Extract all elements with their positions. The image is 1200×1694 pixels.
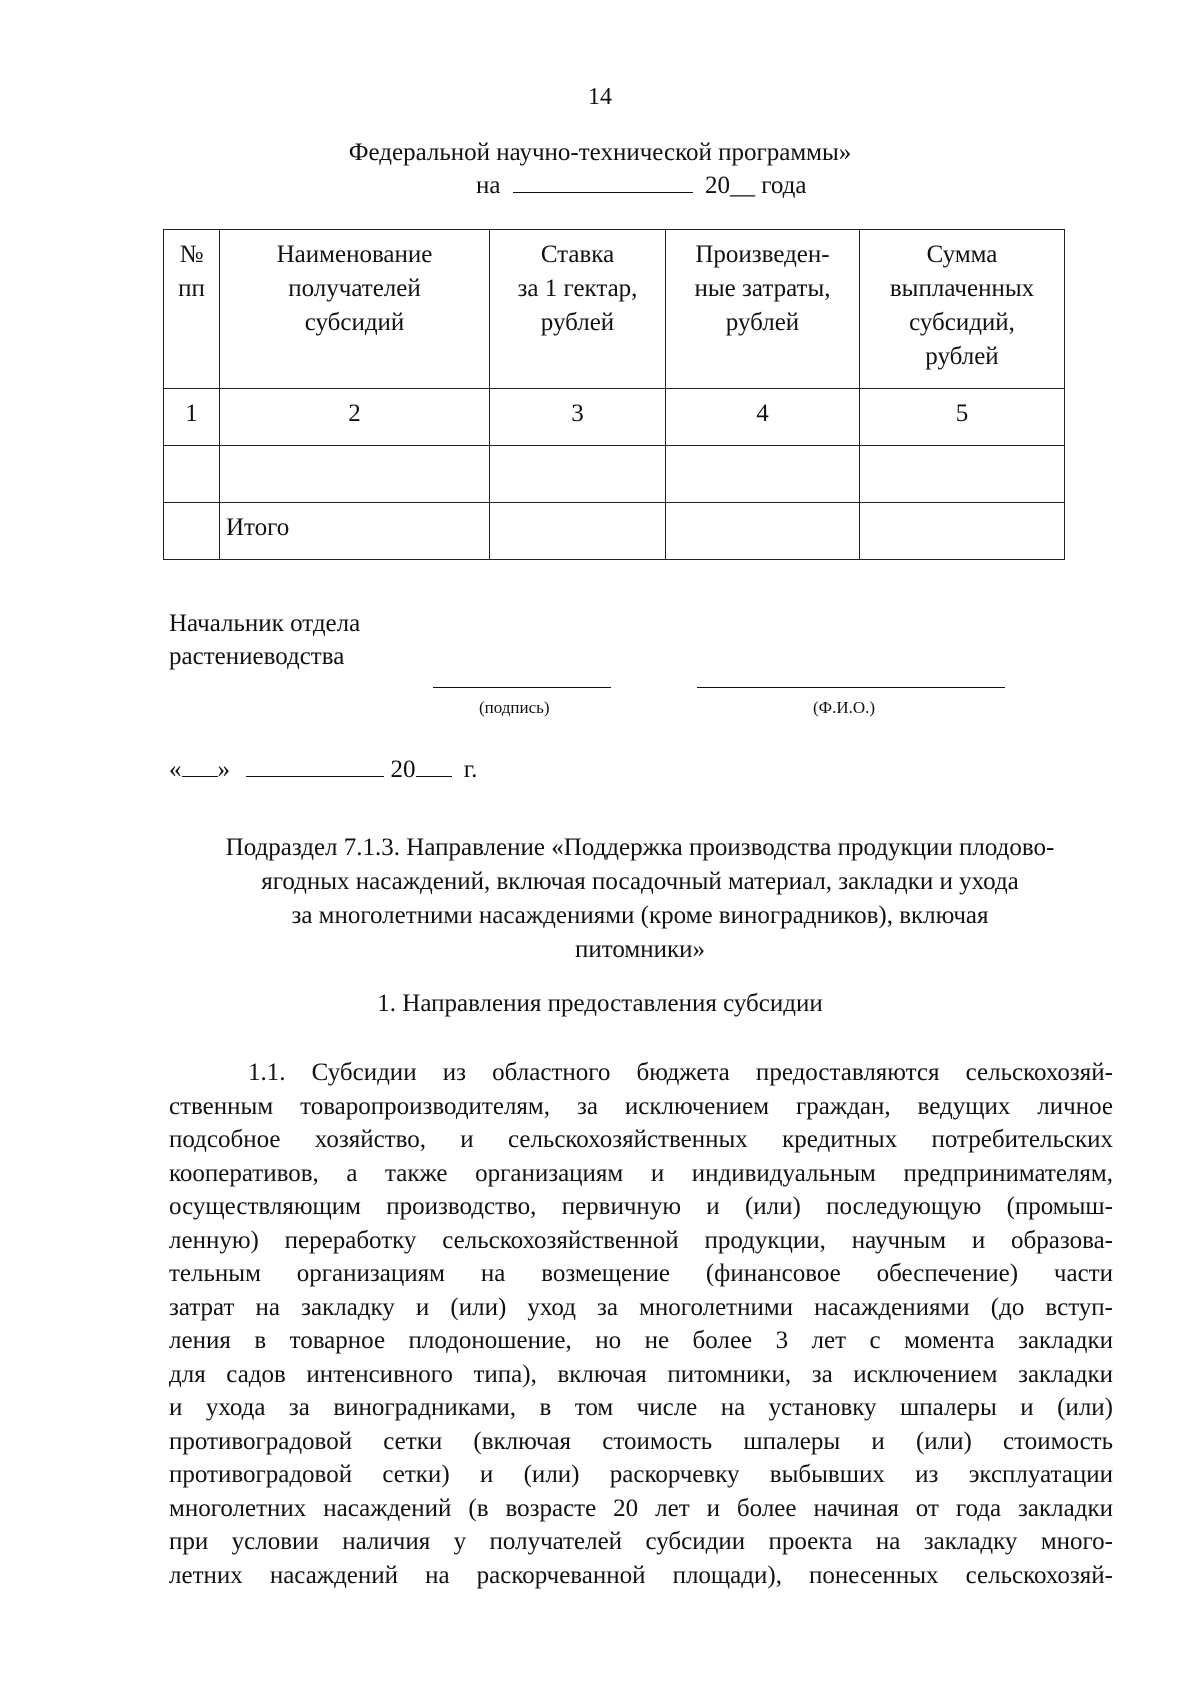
- header-blank: [513, 191, 693, 193]
- table-header-row: [164, 230, 1065, 389]
- name-line: [697, 686, 1005, 688]
- table-row-empty: [164, 446, 1065, 503]
- column-number-cell: 1: [164, 389, 220, 446]
- signature-caption: (подпись): [479, 698, 550, 717]
- header-cell-number: № пп: [164, 230, 220, 389]
- name-caption: (Ф.И.О.): [813, 698, 876, 717]
- header-cell-rate: Ставка за 1 гектар, рублей: [490, 230, 666, 389]
- header-line-1: Федеральной научно-технической программы»: [348, 139, 852, 166]
- total-label: Итого: [220, 503, 490, 560]
- column-number-cell: 5: [860, 389, 1065, 446]
- column-number-cell: 4: [666, 389, 860, 446]
- signature-position-line-1: Начальник отдела: [169, 610, 361, 637]
- column-number-cell: 2: [220, 389, 490, 446]
- header-cell-sum: Сумма выплаченных субсидий, рублей: [860, 230, 1065, 389]
- signature-line: [433, 686, 611, 688]
- header-line-2: [476, 172, 806, 200]
- signature-position-line-2: растениеводства: [169, 643, 345, 670]
- date-line: « » 20 г.: [169, 756, 478, 783]
- table-row-column-numbers: [164, 389, 1065, 446]
- header-cell-costs: Произведен- ные затраты, рублей: [666, 230, 860, 389]
- body-paragraph: 1.1. Субсидии из областного бюджета предоставляются сельскохозяй- ственным товаропроизводителям, за исключением граждан, ведущих личное подсобное хозяйство, и сельскохозяйственных кредитных потребительских кооперативов, а также организациям и индивидуальным предпринимателям, осуществляющим производство, первичную и (или) последующую (промыш- ленную) переработку сельскохозяйственной продукции, научным и образова- тельным организациям на возмещение (финансовое обеспечение) части затрат на закладку и (или) уход за многолетними насаждениями (до вступ- ления в товарное плодоношение, но не более 3 лет с момента закладки для садов интенсивного типа), включая питомники, за исключением закладки и ухода за виноградниками, в том числе на установку шпалеры и (или) противоградовой сетки (включая стоимость шпалеры и (или) стоимость противоградовой сетки) и (или) раскорчевку выбывших из эксплуатации многолетних насаждений (в возрасте 20 лет и более начиная от года закладки при условии наличия у получателей субсидии проекта на закладку много- летних насаждений на раскорчеванной площади), понесенных сельскохозяй-: [169, 1059, 1113, 1589]
- subsection-title: Подраздел 7.1.3. Направление «Поддержка производства продукции плодово- ягодных насаждений, включая посадочный материал, закладки и ухода за многолетними насаждениями (кроме виноградников), включая питомники»: [225, 834, 1055, 963]
- header-prefix: на: [476, 172, 501, 199]
- section-heading: 1. Направления предоставления субсидии: [377, 990, 823, 1017]
- page-number: 14: [588, 84, 612, 110]
- subsidy-table: [163, 229, 1065, 560]
- column-number-cell: 3: [490, 389, 666, 446]
- header-cell-recipients: Наименование получателей субсидий: [220, 230, 490, 389]
- table-row-total: [164, 503, 1065, 560]
- header-year: 20__ года: [704, 172, 807, 199]
